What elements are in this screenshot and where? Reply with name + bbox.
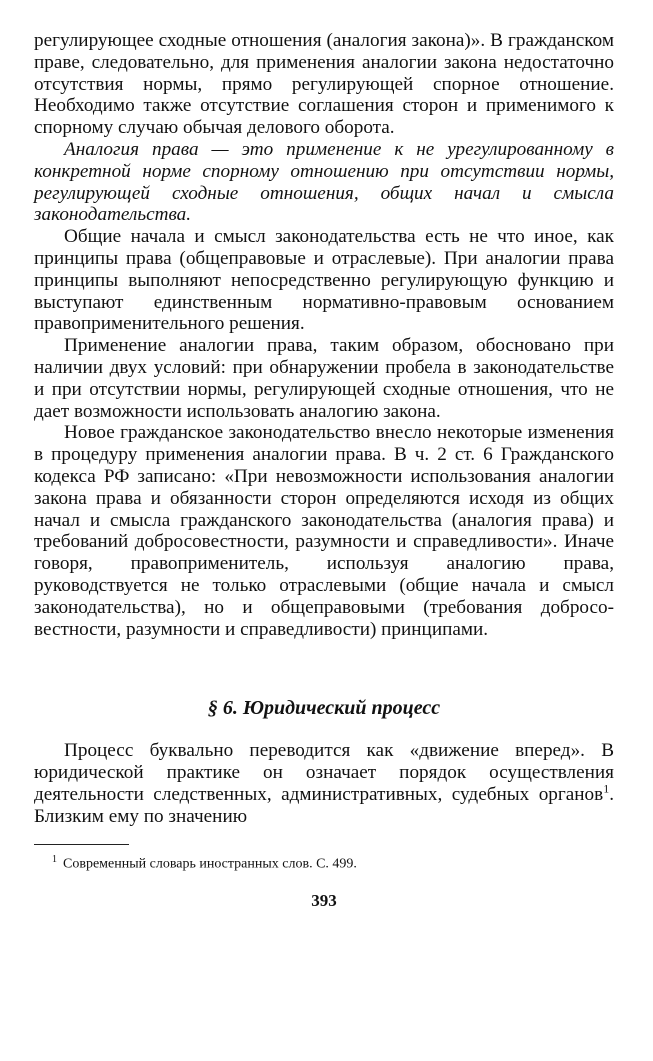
- paragraph-2-definition: Аналогия права — это применение к не урегулированному в конкретной норме спорному отношению при отсутствии нормы, регулирующей сходные отношения, общих начал и смысла законодательства.: [34, 138, 614, 226]
- section-title: § 6. Юридический процесс: [207, 697, 441, 720]
- paragraph-6-continuation: . Близким ему по значению: [34, 783, 614, 827]
- paragraph-1: регулирующее сходные отношения (аналогия закона)». В гражданском праве, следовательно, для применения аналогии закона недостаточно отсутствия нормы, прямо регулирующей спорное отношение. Необходимо также отсутствие соглашения сторон и применимого к спорному случаю обычая делового оборота.: [34, 30, 614, 139]
- footnote-divider: [34, 844, 129, 845]
- footnote-mark: 1: [52, 853, 57, 865]
- paragraph-6-text: Процесс буквально переводится как «движение вперед». В юридической практике он означает порядок осуществления деятельности следственных, административных, судебных органов: [34, 740, 614, 805]
- paragraph-3: Общие начала и смысл законодательства есть не что иное, как принципы права (общеправовые и отраслевые). При аналогии права принципы выполняют непосредственно регулирующую функцию и выступают единственным нормативно-правовым основанием правоприменительного решения.: [34, 226, 614, 335]
- page-number: 393: [311, 891, 337, 911]
- paragraph-4: Применение аналогии права, таким образом, обосновано при наличии двух условий: при обнаружении пробела в законодательстве и при отсутствии нормы, регулирующей сходные отношения, что не дает возможности использовать аналогию закона.: [34, 335, 614, 422]
- footnote: [34, 851, 614, 874]
- paragraph-6: [34, 740, 614, 827]
- book-page: [34, 30, 614, 911]
- paragraph-5: Новое гражданское законодательство внесло некоторые изменения в процедуру применения аналогии права. В ч. 2 ст. 6 Гражданского кодекса РФ записано: «При невозможности использования аналогии закона права и обязанности сторон определяются исходя из общих начал и смысла гражданского законодательства (аналогия права) и требований добросовестности, разумности и справедливости». Иначе говоря, правоприменитель, используя аналогию права, руководствуется не только отраслевыми (общие начала и смысл законодательства), но и общеправовыми (требования добросовестности, разумности и справедливости) принципами.: [34, 422, 614, 640]
- footnote-reference: 1: [603, 781, 610, 796]
- footnote-text: Современный словарь иностранных слов. С. 499.: [63, 856, 357, 872]
